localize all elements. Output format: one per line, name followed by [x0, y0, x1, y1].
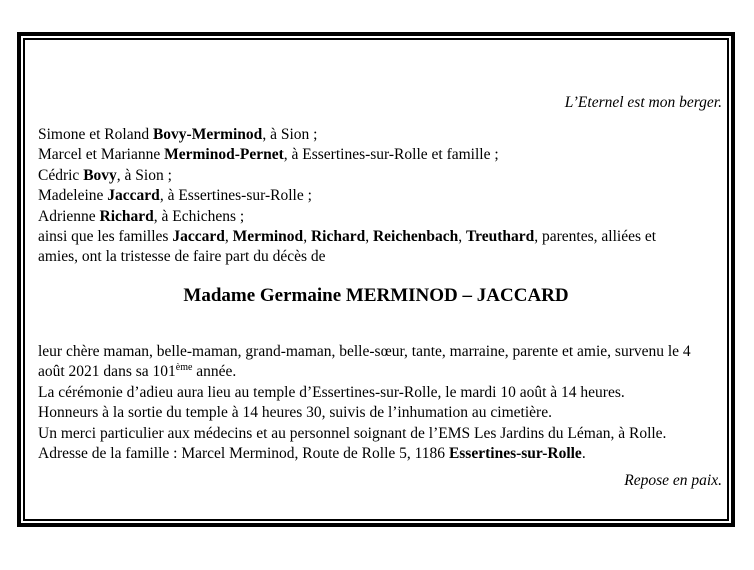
text-line: Adresse de la famille : Marcel Merminod, Route de Rolle 5, 1186 Essertines-sur-Rolle.: [38, 445, 586, 463]
announcement-content: [25, 40, 727, 519]
announcement-body: [38, 342, 722, 464]
text-line: ainsi que les familles Jaccard, Merminod, Richard, Reichenbach, Treuthard, parentes, alliées et: [38, 228, 657, 246]
text-line: Un merci particulier aux médecins et au personnel soignant de l’EMS Les Jardins du Léman, à Rolle.: [38, 424, 667, 442]
text-line: août 2021 dans sa 101ème année.: [38, 362, 237, 381]
inner-border-frame: [23, 38, 729, 521]
text-line: La cérémonie d’adieu aura lieu au temple d’Essertines-sur-Rolle, le mardi 10 août à 14 heures.: [38, 383, 625, 401]
outer-border-frame: [17, 32, 735, 527]
text-line: Cédric Bovy, à Sion ;: [38, 166, 172, 184]
text-line: amies, ont la tristesse de faire part du décès de: [38, 248, 326, 266]
family-members-list: [38, 125, 722, 268]
text-line: Honneurs à la sortie du temple à 14 heures 30, suivis de l’inhumation au cimetière.: [38, 404, 552, 422]
epigraph-text: L’Eternel est mon berger.: [564, 94, 722, 111]
text-line: Adrienne Richard, à Echichens ;: [38, 207, 245, 225]
text-line: leur chère maman, belle-maman, grand-maman, belle-sœur, tante, marraine, parente et amie, survenu le 4: [38, 343, 691, 360]
text-line: Marcel et Marianne Merminod-Pernet, à Essertines-sur-Rolle et famille ;: [38, 146, 499, 164]
deceased-name-title: Madame Germaine MERMINOD – JACCARD: [183, 285, 569, 306]
closing-phrase: Repose en paix.: [624, 472, 722, 489]
text-line: Simone et Roland Bovy-Merminod, à Sion ;: [38, 126, 318, 143]
text-line: Madeleine Jaccard, à Essertines-sur-Rolle ;: [38, 187, 312, 205]
